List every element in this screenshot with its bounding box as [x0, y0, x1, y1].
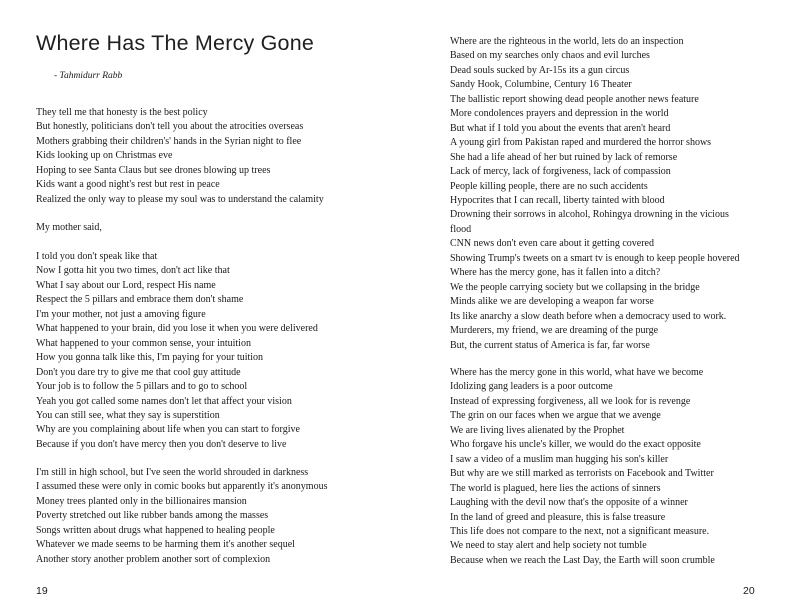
poem-line: We need to stay alert and help society not tumble: [450, 540, 647, 552]
poem-line: You can still see, what they say is superstition: [36, 409, 220, 421]
poem-author: - Tahmidurr Rabb: [54, 71, 123, 81]
poem-line: Where has the mercy gone, has it fallen into a ditch?: [450, 267, 661, 279]
stanza: [450, 366, 715, 568]
poem-line: Poverty stretched out like rubber bands among the masses: [36, 510, 269, 522]
right-page: [396, 0, 792, 612]
poem-line: Drowning their sorrows in alcohol, Rohingya drowning in the vicious: [450, 209, 729, 221]
poem-line: Sandy Hook, Columbine, Century 16 Theater: [450, 79, 632, 91]
poem-line: More condolences prayers and depression in the world: [450, 108, 669, 120]
poem-line: A young girl from Pakistan raped and murdered the horror shows: [450, 137, 712, 149]
poem-line: I'm your mother, not just a amoving figure: [36, 308, 206, 320]
poem-line: Laughing with the devil now that's the opposite of a winner: [450, 497, 688, 509]
poem-line: People killing people, there are no such accidents: [450, 180, 648, 192]
poem-line: Another story another problem another sort of complexion: [36, 553, 271, 565]
poem-line: Where are the righteous in the world, lets do an inspection: [450, 36, 684, 47]
poem-line: Its like anarchy a slow death before when a democracy used to work.: [450, 310, 727, 322]
poem-line: Based on my searches only chaos and evil lurches: [450, 50, 650, 62]
page-number: 20: [743, 585, 755, 597]
poem-line: Now I gotta hit you two times, don't act like that: [36, 265, 230, 277]
poem-line: Money trees planted only in the billionaires mansion: [36, 495, 247, 507]
poem-line: Because if you don't have mercy then you don't deserve to live: [36, 438, 287, 450]
stanza: [36, 466, 327, 567]
poem-line: CNN news don't even care about it getting covered: [450, 238, 654, 250]
poem-line: Because when we reach the Last Day, the Earth will soon crumble: [450, 554, 715, 566]
poem-line: Kids looking up on Christmas eve: [36, 150, 173, 162]
poem-line: I'm still in high school, but I've seen the world shrouded in darkness: [36, 467, 309, 478]
poem-line: In the land of greed and pleasure, this is false treasure: [450, 511, 666, 523]
poem-line: Why are you complaining about life when you can start to forgive: [36, 424, 300, 436]
poem-line: What happened to your brain, did you lose it when you were delivered: [36, 323, 318, 335]
poem-line: But why are we still marked as terrorists on Facebook and Twitter: [450, 468, 714, 480]
poem-line: Your job is to follow the 5 pillars and to go to school: [36, 381, 248, 393]
poem-line: I saw a video of a muslim man hugging his son's killer: [450, 453, 669, 465]
stanza: [36, 106, 324, 207]
poem-line: Don't you dare try to give me that cool guy attitude: [36, 366, 241, 378]
stanza: [36, 221, 102, 235]
stanza: [36, 250, 318, 452]
poem-line: How you gonna talk like this, I'm paying for your tuition: [36, 352, 264, 364]
poem-title: Where Has The Mercy Gone: [36, 31, 315, 55]
poem-line: Kids want a good night's rest but rest in peace: [36, 179, 220, 191]
poem-line: Where has the mercy gone in this world, what have we become: [450, 367, 704, 378]
poem-line: Showing Trump's tweets on a smart tv is enough to keep people hovered: [450, 252, 740, 264]
poem-line: Instead of expressing forgiveness, all we look for is revenge: [450, 395, 691, 407]
poem-line: Realized the only way to please my soul was to understand the calamity: [36, 193, 324, 205]
poem-line: I told you don't speak like that: [36, 251, 158, 262]
poem-line: What I say about our Lord, respect His name: [36, 279, 216, 291]
poem-line: My mother said,: [36, 222, 102, 233]
poem-line: But, the current status of America is far, far worse: [450, 339, 650, 351]
page-number: 19: [36, 585, 48, 597]
poem-line: Whatever we made seems to be harming them it's another sequel: [36, 539, 295, 551]
poem-line: Hoping to see Santa Claus but see drones blowing up trees: [36, 164, 271, 176]
poem-line: Murderers, my friend, we are dreaming of the purge: [450, 325, 659, 337]
poem-line: Lack of mercy, lack of forgiveness, lack of compassion: [450, 166, 671, 178]
poem-line: Dead souls sucked by Ar-15s its a gun circus: [450, 64, 630, 76]
poem-line: This life does not compare to the next, not a significant measure.: [450, 525, 710, 537]
poem-line: We are living lives alienated by the Prophet: [450, 424, 625, 436]
poem-line: Respect the 5 pillars and embrace them don't shame: [36, 294, 244, 306]
poem-line: The world is plagued, here lies the actions of sinners: [450, 482, 661, 494]
stanza: [450, 35, 740, 353]
poem-line: They tell me that honesty is the best policy: [36, 107, 208, 118]
poem-line: Songs written about drugs what happened to healing people: [36, 524, 275, 536]
poem-line: We the people carrying society but we collapsing in the bridge: [450, 281, 700, 293]
poem-line: She had a life ahead of her but ruined by lack of remorse: [450, 151, 678, 163]
poem-line: Yeah you got called some names don't let that affect your vision: [36, 395, 292, 407]
poem-line: The grin on our faces when we argue that we avenge: [450, 410, 661, 422]
poem-line: Idolizing gang leaders is a poor outcome: [450, 381, 613, 393]
poem-line: I assumed these were only in comic books but apparently it's anonymous: [36, 481, 328, 493]
poem-line: Mothers grabbing their children's' hands in the Syrian night to flee: [36, 135, 302, 147]
poem-line: What happened to your common sense, your intuition: [36, 337, 251, 349]
poem-line: Who forgave his uncle's killer, we would do the exact opposite: [450, 439, 701, 451]
poem-line: flood: [450, 223, 472, 235]
poem-line: But what if I told you about the events that aren't heard: [450, 122, 671, 134]
poem-line: But honestly, politicians don't tell you about the atrocities overseas: [36, 121, 304, 133]
poem-line: Minds alike we are developing a weapon far worse: [450, 296, 654, 308]
poem-line: The ballistic report showing dead people another news feature: [450, 93, 699, 105]
poem-line: Hypocrites that I can recall, liberty tainted with blood: [450, 194, 665, 206]
